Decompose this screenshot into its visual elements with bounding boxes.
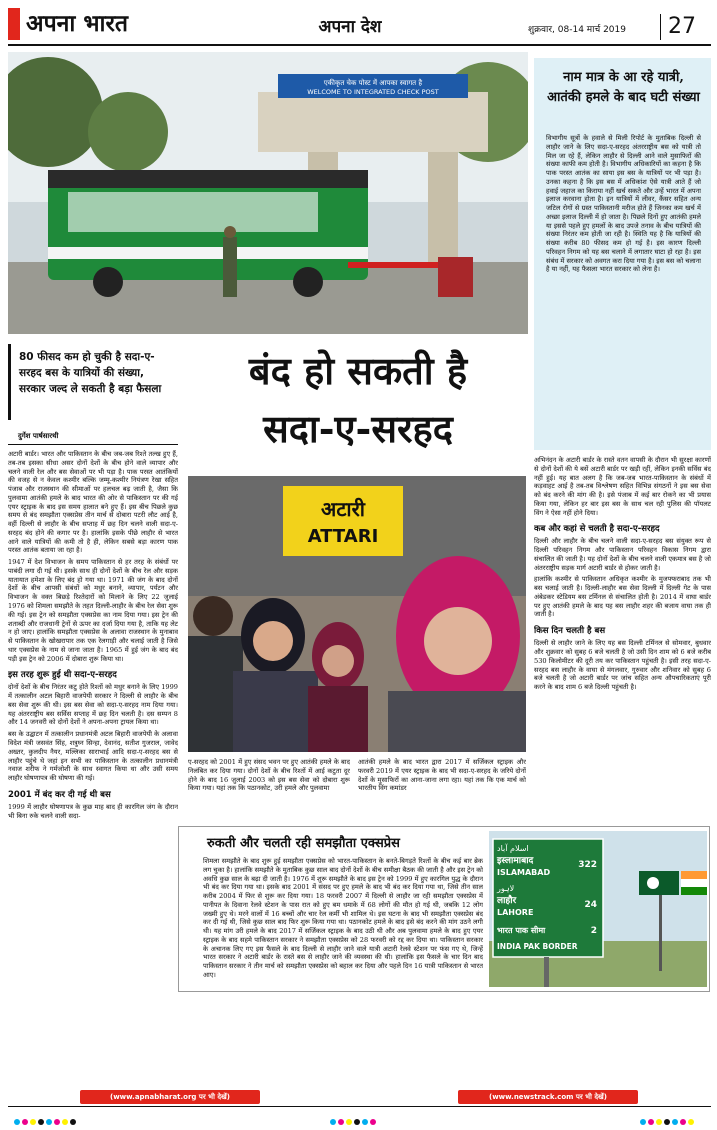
lede-text: 80 फीसद कम हो चुकी है सदा-ए-सरहद बस के यात्रियों की संख्या, सरकार जल्द ले सकती है बड़ा फैसला [19, 351, 162, 395]
page-number: 27 [668, 14, 696, 39]
footer-rule [8, 1106, 711, 1107]
sign-line2-urdu: لاہور [497, 884, 515, 893]
gate-sign-english: WELCOME TO INTEGRATED CHECK POST [307, 88, 439, 96]
box-body: शिमला समझौते के बाद शुरू हुई समझौता एक्सप्रेस को भारत-पाकिस्तान के बनते-बिगड़ते रिश्तों के बीच कई बार ब्रेक लग चुका है। हालांकि समझौते के मुताबिक कुछ साल बाद दोनों देशों के बीच समीक्षा बैठक की जाती है और इस ट्रेन को अवधि कुछ साल के बढ़ा दी जाती है। 1976 में शुरू समझौते के बाद इस ट्रेन को 1999 में हुए कारगिल युद्ध के दौरान भी बंद कर दिया गया था। इसके बाद 2001 में संसद पर हुए हमले के बाद भी बंद कर दिया गया था, जिसे तीन साल करीब 2004 में फिर से शुरू कर दिया गया। 18 फरवरी 2007 में दिल्ली से लाहौर जा रही समझौता एक्सप्रेस में पानीपत के दिवाना रेलवे स्टेशन के पास रात को हुए बम धमाके में 68 लोगों की मौत हो गई थी, जबकि 12 लोग जख्मी हुए थे। मरने वालों में 16 बच्चों और चार रेल कर्मी भी शामिल थे। इस घटना के बाद भी समझौता एक्सप्रेस बंद कर दी गई थी, जिसे कुछ साल बाद फिर शुरू किया गया था। पठानकोट हमले के बाद इसे बंद करने की मांग उठने लगी थी। यह मांग उरी हमले के बाद 2017 में सर्जिकल स्ट्राइक के बाद उठी थी और अब पुलवामा हमले के बाद हुए एयर स्ट्राइक के बाद सहमे पाकिस्तान सरकार ने समझौता एक्सप्रेस को 28 फरवरी को रद्द कर दिया था। पाकिस्तान सरकार के अचानक लिए गए इस फैसले के बाद दिल्ली से लाहौर जाने वाले यात्री अटारी रेलवे स्टेशन पर फंस गए थे, जिन्हें भारत सरकार ने अटारी बार्डर के रास्ते बस से लाहौर जाने की व्यवस्था की थी। हालांकि इस फैसले के चार दिन बाद पाकिस्तान सरकार ने तीन मार्च को समझौता एक्सप्रेस को बहाल कर दिया और पहले दिन 16 यात्री पाकिस्तान से भारत आए। [203, 857, 483, 979]
attari-station-photo [188, 476, 526, 752]
sidebar-box [534, 58, 711, 450]
article-paragraph: 1947 में देश विभाजन के समय पाकिस्तान से हर तरह के संबंधों पर पाबंदी लगा दी गई थी। इसके साथ ही दोनों देशों के बीच रेल और सड़क यातायात हमेशा के लिए बंद हो गया था। 1971 की जंग के बाद दोनों देशों के बीच आपसी संबंधों को मधुर बनाने, व्यापार, पर्यटन और विभाजन के वक्त बिछड़े रिश्तेदारों को मिलाने के लिए 22 जुलाई 1976 को शिमला समझौते के तहत दिल्ली-लाहौर के बीच रेल सेवा शुरू की गई। इस ट्रेन को समझौता एक्सप्रेस का नाम दिया गया। इस ट्रेन की शताब्दी और राजधानी ट्रेनों से ऊपर का दर्जा दिया गया है, ताकि यह लेट न हो जाए। हालांकि समझौता एक्सप्रेस के अलावा राजस्थान के मुनाबाव से पाकिस्तान के खोखरापार तक एक रेलगाड़ी और चलाई जाती है जिसे थार एक्सप्रेस के नाम से जाना जाता है। 1965 में हुई जंग के बाद बंद पड़ी इस ट्रेन को 2006 में दोबारा शुरू किया था। [8, 558, 178, 663]
footer-link-right[interactable]: (www.newstrack.com पर भी देखें) [458, 1090, 638, 1104]
border-bus-photo [8, 52, 528, 334]
station-sign-hindi: अटारी [321, 497, 365, 521]
sidebar-body: विभागीय सूत्रों के हवाले से मिली रिपोर्ट के मुताबिक दिल्ली से लाहौर जाने के लिए सदा-ए-सरहद अंतरराष्ट्रीय बस को यात्री तो मिल जा रहे हैं, लेकिन लाहौर से दिल्ली आने वाले मुसाफिरों की संख्या काफी कम होती है। विभागीय अधिकारियों का कहना है कि पाक परस्त आतंक का साया इस बस के यात्रियों पर भी पड़ा है। उनका कहना है कि इस बस में अधिकांश ऐसे यात्री आते हैं जो हवाई जहाज का किराया नहीं खर्च सकते और उन्हें भारत में अपना इलाज करवाना होता है। इन यात्रियों में लीवर, कैंसर सहित अन्य जटिल रोगों से ग्रस्त पाकिस्तानी मरीज होते हैं जिनका कम खर्च में अच्छा इलाज दिल्ली में हो जाता है। पिछले दिनों हुए आतंकी हमले या इससे पहले हुए हमलों के बाद उपजे तनाव के बीच यात्रियों की संख्या निरंतर कम होती जा रही है। स्थिति यह है कि यात्रियों की संख्या करीब 80 फीसद कम हो गई है। इस कारण दिल्ली परिवहन निगम को यह बस चलाने में लगातार घाटा हो रहा है। इस संबंध में सरकार को अवगत करा दिया गया है। इस बस को चलाना है या नहीं, यह फैसला भारत सरकार को लेना है। [546, 134, 701, 274]
byline-rule [8, 444, 178, 445]
sidebar-title: नाम मात्र के आ रहे यात्री, आतंकी हमले के बाद घटी संख्या [547, 70, 700, 105]
article-paragraph: हालांकि कश्मीर से पाकिस्तान अधिकृत कश्मीर के मुजफ्फराबाद तक भी बस चलाई जाती है। दिल्ली-लाहौर बस सेवा दिल्ली में दिल्ली गेट के पास अंबेडकर स्टेडियम बस टर्मिनल से संचालित होती है। 2014 में वाघा बार्डर पर हुए आतंकी हमले के बाद यह बस लाहौर शहर की बजाय वाघा तक ही जाती है। [534, 575, 711, 619]
color-registration-marks-left [14, 1110, 78, 1116]
page-footer [0, 1086, 717, 1116]
station-sign-english: ATTARI [307, 526, 379, 547]
page-number-divider [660, 14, 661, 40]
main-headline-line2: सदा-ए-सरहद [263, 406, 453, 451]
article-paragraph: दिल्ली और लाहौर के बीच चलने वाली सदा-ए-सरहद बस संयुक्त रूप से दिल्ली परिवहन निगम और पाकिस्तान परिवहन विकास निगम द्वारा संचालित की जाती है। यह दोनों देशों के बीच चलने वाली एकमात्र बस है जो अंतरराष्ट्रीय सड़क मार्ग अटारी बार्डर से होकर जाती है। [534, 537, 711, 572]
footer-link-left[interactable]: (www.apnabharat.org पर भी देखें) [80, 1090, 260, 1104]
brand-name: अपना भारत [26, 10, 129, 37]
article-subheading: इस तरह शुरू हुई थी सदा-ए-सरहद [8, 670, 117, 681]
sign-line1-urdu: اسلام آباد [497, 844, 529, 853]
color-registration-marks-right [640, 1110, 696, 1116]
byline: दुर्गेश पार्षसारथी [18, 432, 59, 440]
main-headline-line1: बंद हो सकती है [248, 348, 468, 393]
sign-line2-english: LAHORE [497, 908, 534, 917]
section-title: अपना देश [318, 17, 382, 37]
sign-line1-hindi: इस्लामाबाद [497, 856, 534, 866]
lede-box [8, 344, 176, 420]
article-paragraph: बस के उद्घाटन में तत्कालीन प्रधानमंत्री अटल बिहारी वाजपेयी के अलावा विदेश मंत्री जसवंत सिंह, शत्रुघ्न सिन्हा, देवानंद, सतीश गुजराल, जावेद अख्तर, कुलदीप नैयर, मल्लिका साराभाई आदि सदा-ए-सरहद बस से लाहौर पहुंचे थे जहां इन सभी का पाकिस्तान के तत्कालीन प्रधानमंत्री नवाज शरीफ ने गर्मजोशी के साथ स्वागत किया था और उसी समय लाहौर घोषणापत्र की घोषणा की गई। [8, 730, 178, 783]
article-paragraph: आतंकी हमले के बाद भारत द्वारा 2017 में सर्जिकल स्ट्राइक और फरवरी 2019 में एयर स्ट्राइक के बाद भी सदा-ए-सरहद के जरिये दोनों देशों के मुसाफिरों का आना-जाना लगा रहा। यहां तक कि एक मार्च को भारतीय विंग कमांडर [358, 758, 526, 793]
sign-line3-english: INDIA PAK BORDER [497, 942, 578, 951]
article-paragraph: दिल्ली से लाहौर जाने के लिए यह बस दिल्ली टर्मिनल से सोमवार, बुधवार और शुक्रवार को सुबह 6 बजे चलती है जो उसी दिन शाम को 6 बजे करीब 530 किलोमीटर की दूरी तय कर पाकिस्तान पहुंचती है। इसी तरह सदा-ए-सरहद बस लाहौर के वाघा से मंगलवार, गुरुवार और शनिवार को सुबह 6 बजे चलती है जो अटारी बार्डर पर जांच सहित अन्य औपचारिकताएं पूरी करने के बाद शाम 6 बजे दिल्ली पहुंचती है। [534, 639, 711, 692]
article-subheading: किस दिन चलती है बस [534, 626, 606, 637]
road-sign-photo [489, 831, 707, 987]
sign-line2-hindi: लाहौर [497, 896, 517, 906]
article-paragraph: दोनों देशों के बीच निरंतर कटु होते रिश्तों को मधुर बनाने के लिए 1999 में तत्कालीन अटल बिहारी वाजपेयी सरकार ने दिल्ली से लाहौर के बीच बस सेवा शुरू की थी। इस बस सेवा को सदा-ए-सरहद नाम दिया गया। यह अंतरराष्ट्रीय बस सर्विस सप्ताह में छह दिन चलती है। दस सम्पन 8 और 14 जनवरी को दोनों देशों ने अपना-अपना ट्रायल किया था। [8, 683, 178, 727]
gate-sign-hindi: एकीकृत चेक पोस्ट में आपका स्वागत है [323, 79, 423, 87]
sign-line1-english: ISLAMABAD [497, 868, 551, 877]
issue-date: शुक्रवार, 08-14 मार्च 2019 [528, 25, 626, 35]
article-paragraph: अटारी बार्डर। भारत और पाकिस्तान के बीच जब-जब रिश्ते तल्ख हुए हैं, तब-तब इसका सीधा असर दोनों देशों के बीच होने वाले व्यापार और चलने वाली रेल और बस सेवाओं पर भी पड़ा है। पाक परस्त आतंकियों की वजह से न केवल कश्मीर बल्कि जम्मू-कश्मीर नियंत्रण रेखा सहित पंजाब और राजस्थान की सीमाओं पर हलचल बढ़ जाती है, जैसा कि पुलवामा आतंकी हमले के बाद भारत की ओर से पाकिस्तान पर की गई एयर स्ट्राइक के बाद इस समय हालात बने हुए हैं। इस बीच पिछले कुछ समय से बंद समझौता एक्सप्रेस तीन मार्च से दोबारा पटरी लौट आई है, वहीं दिल्ली से लाहौर के बीच सप्ताह में छह दिन चलने वाली सदा-ए-सरहद बंद होने की कगार पर है। हालांकि इसके पीछे लाहौर से भारत आने वाले यात्रियों की कमी तो है ही, लेकिन सबसे बड़ा कारण पाक परस्त आतंक बताया जा रहा है। [8, 450, 178, 555]
article-paragraph: ए-सरहद को 2001 में हुए संसद भवन पर हुए आतंकी हमले के बाद निलंबित कर दिया गया। दोनों देशों के बीच रिश्तों में आई कटुता दूर होने के बाद 16 जुलाई 2003 को इस बस सेवा को दोबारा शुरू किया गया। यहां तक कि पठानकोट, उरी हमले और पुलवामा [188, 758, 350, 793]
header-rule [8, 44, 711, 46]
sign-line3-km: 2 [590, 926, 597, 936]
article-subheading: कब और कहां से चलती है सदा-ए-सरहद [534, 524, 660, 535]
masthead-red-bar [8, 8, 20, 40]
article-column-3 [534, 456, 711, 822]
samjhauta-express-box [178, 826, 710, 992]
sign-line1-km: 322 [578, 860, 597, 870]
sign-line3-hindi: भारत पाक सीमा [497, 926, 546, 935]
box-title: रुकती और चलती रही समझौता एक्सप्रेस [207, 836, 400, 851]
article-subheading: 2001 में बंद कर दी गई थी बस [8, 789, 111, 800]
color-registration-marks-center [330, 1110, 378, 1116]
article-paragraph: अभिनंदन के अटारी बार्डर के रास्ते वतन वापसी के दौरान भी सुरक्षा कारणों से दोनों देशों की ये बसें अटारी बार्डर पर खड़ी रहीं, लेकिन इनकी सर्विस बंद नहीं हुई। यह बात अलग है कि जब-जब भारत-पाकिस्तान के संबंधों में कड़वाहट आई है तब-तब विश्लेषण सहित विभिन्न संगठनों ने इस बस सेवा को बंद करने की मांग की है। इसे पंजाब में कई बार रोकने का भी प्रयास किया गया, लेकिन हर बार इस बस के साथ चल रही पुलिस की पॉयलट विंग ने ऐसा नहीं होने दिया। [534, 456, 711, 517]
article-paragraph: 1999 में लाहौर घोषणापत्र के कुछ माह बाद ही कारगिल जंग के दौरान भी बिना रुके चलने वाली सदा- [8, 802, 178, 820]
sign-line2-km: 24 [584, 900, 597, 910]
masthead [8, 8, 168, 40]
article-column-1 [8, 450, 178, 1086]
